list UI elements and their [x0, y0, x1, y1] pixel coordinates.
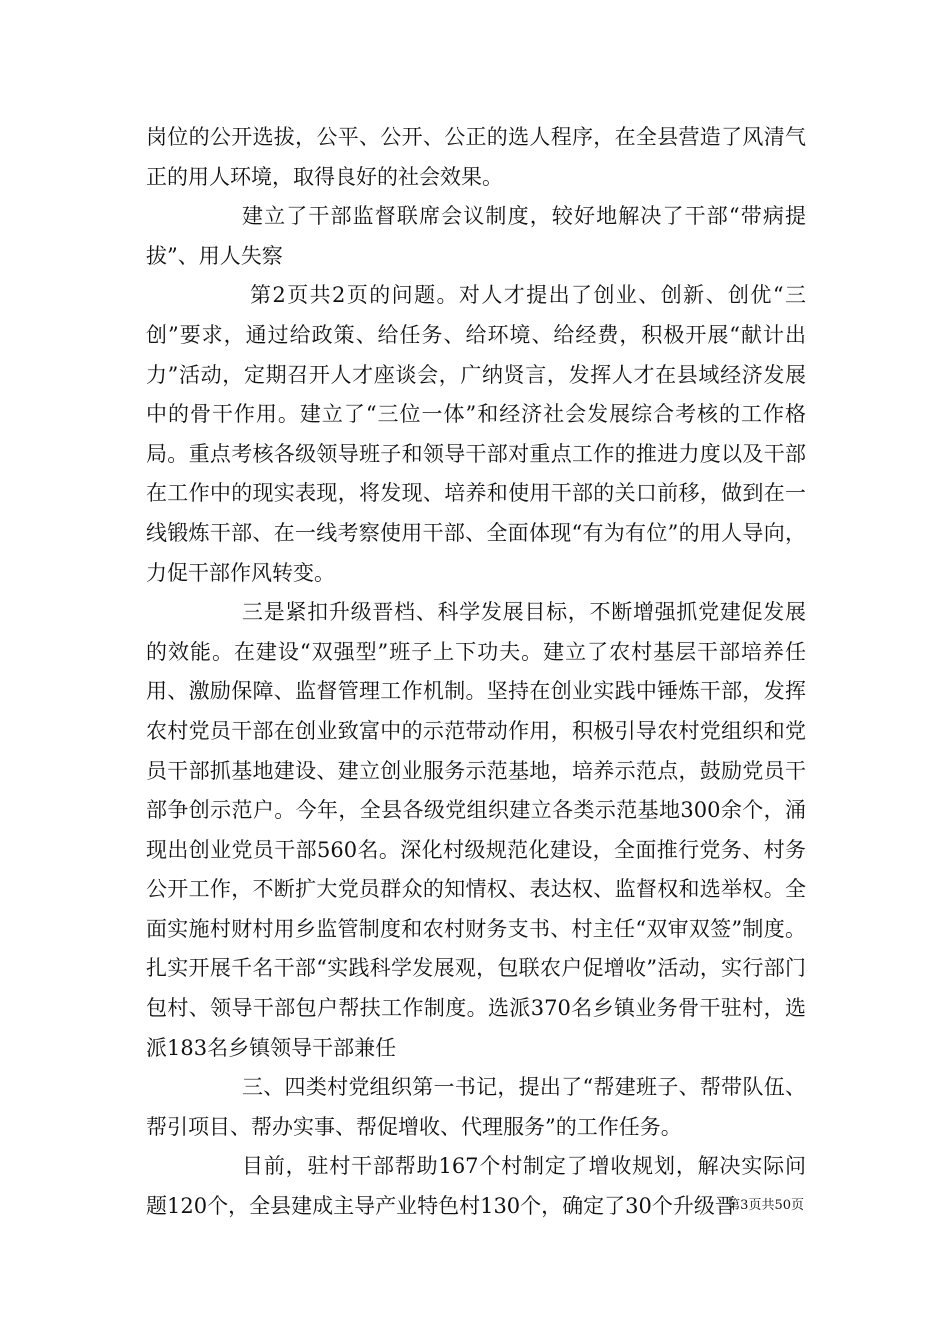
page-number-footer: 第3页共50页: [727, 1198, 804, 1213]
paragraph-6: 目前，驻村干部帮助167个村制定了增收规划，解决实际问题120个，全县建成主导产业特色村130个，确定了30个升级晋: [146, 1154, 806, 1219]
body-text: [146, 118, 806, 1227]
paragraph-2: 建立了干部监督联席会议制度，较好地解决了干部“带病提拔”、用人失察: [146, 204, 806, 268]
paragraph-5: 三、四类村党组织第一书记，提出了“帮建班子、帮带队伍、帮引项目、帮办实事、帮促增收、代理服务”的工作任务。: [146, 1075, 806, 1139]
paragraph-1: 岗位的公开选拔，公平、公开、公正的选人程序，在全县营造了风清气正的用人环境，取得良好的社会效果。: [146, 125, 806, 189]
paragraph-4: 三是紧扣升级晋档、科学发展目标，不断增强抓党建促发展的效能。在建设“双强型”班子上下功夫。建立了农村基层干部培养任用、激励保障、监督管理工作机制。坚持在创业实践中锤炼干部，发挥农村党员干部在创业致富中的示范带动作用，积极引导农村党组织和党员干部抓基地建设、建立创业服务示范基地，培养示范点，鼓励党员干部争创示范户。今年，全县各级党组织建立各类示范基地300余个，涌现出创业党员干部560名。深化村级规范化建设，全面推行党务、村务公开工作，不断扩大党员群众的知情权、表达权、监督权和选举权。全面实施村财村用乡监管制度和农村财务支书、村主任“双审双签”制度。扎实开展千名干部“实践科学发展观，包联农户促增收”活动，实行部门包村、领导干部包户帮扶工作制度。选派370名乡镇业务骨干驻村，选派183名乡镇领导干部兼任: [146, 600, 806, 1060]
paragraph-3: 第2页共2页的问题。对人才提出了创业、创新、创优“三创”要求，通过给政策、给任务、给环境、给经费，积极开展“献计出力”活动，定期召开人才座谈会，广纳贤言，发挥人才在县域经济发展中的骨干作用。建立了“三位一体”和经济社会发展综合考核的工作格局。重点考核各级领导班子和领导干部对重点工作的推进力度以及干部在工作中的现实表现，将发现、培养和使用干部的关口前移，做到在一线锻炼干部、在一线考察使用干部、全面体现“有为有位”的用人导向，力促干部作风转变。: [146, 283, 806, 585]
